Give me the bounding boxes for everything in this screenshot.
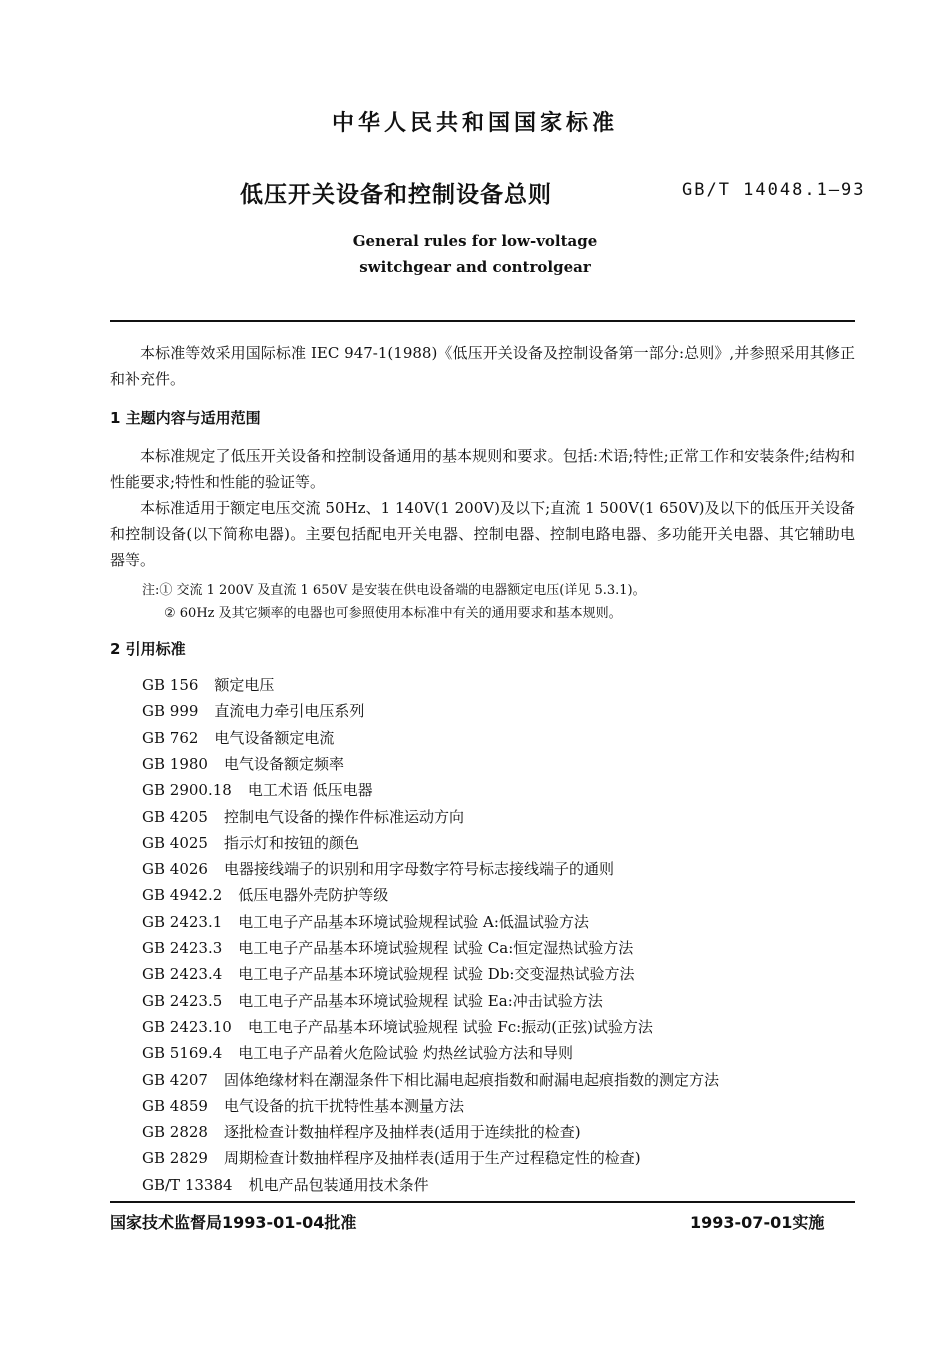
standard-code: GB/T 14048.1—93 [682,180,866,200]
reference-code: GB 4859 [142,1096,208,1115]
reference-code: GB 762 [142,728,199,747]
reference-code: GB 2423.4 [142,965,223,984]
reference-item [142,937,633,958]
document-title: 低压开关设备和控制设备总则 [240,182,552,208]
reference-title: 电工电子产品基本环境试验规程试验 A:低温试验方法 [238,912,589,931]
reference-title: 固体绝缘材料在潮湿条件下相比漏电起痕指数和耐漏电起痕指数的测定方法 [223,1070,719,1089]
reference-item [142,1147,641,1168]
reference-item [142,1095,464,1116]
reference-title: 指示灯和按钮的颜色 [223,833,359,852]
reference-item [142,753,344,774]
reference-code: GB 2423.10 [142,1017,232,1036]
english-title-line-2: switchgear and controlgear [359,258,591,276]
reference-code: GB 2829 [142,1149,208,1168]
reference-item [142,1121,581,1142]
reference-item [142,674,274,695]
reference-title: 电气设备额定频率 [223,754,344,773]
english-title-line-1: General rules for low-voltage [352,232,598,250]
reference-title: 控制电气设备的操作件标准运动方向 [223,807,464,826]
reference-title: 电气设备额定电流 [214,728,335,747]
section-2-heading: 2 引用标准 [110,640,186,658]
reference-code: GB 156 [142,676,199,694]
reference-code: GB 2423.5 [142,991,223,1010]
reference-item [142,1174,429,1195]
reference-item [142,1016,653,1037]
reference-title: 电工电子产品基本环境试验规程 试验 Fc:振动(正弦)试验方法 [247,1017,653,1036]
reference-title: 电工电子产品基本环境试验规程 试验 Ea:冲击试验方法 [238,991,603,1010]
reference-code: GB 4205 [142,807,208,826]
approval-line: 国家技术监督局1993-01-04批准 [110,1213,357,1232]
reference-item [142,1042,573,1063]
reference-title: 直流电力牵引电压系列 [214,702,365,721]
note-2: ② 60Hz 及其它频率的电器也可参照使用本标准中有关的通用要求和基本规则。 [164,606,622,621]
reference-code: GB 2423.1 [142,912,223,931]
reference-code: GB 2828 [142,1123,208,1142]
reference-item [142,963,635,984]
reference-title: 周期检查计数抽样程序及抽样表(适用于生产过程稳定性的检查) [223,1149,641,1168]
reference-code: GB 2900.18 [142,781,232,800]
reference-code: GB 4942.2 [142,886,223,905]
reference-code: GB/T 13384 [142,1175,233,1194]
reference-code: GB 4207 [142,1070,208,1089]
reference-code: GB 1980 [142,754,208,773]
reference-title: 逐批检查计数抽样程序及抽样表(适用于连续批的检查) [223,1123,581,1142]
note-1: 注:① 交流 1 200V 及直流 1 650V 是安装在供电设备端的电器额定电压(详见 5.3.1)。 [142,583,646,598]
reference-item [142,806,464,827]
reference-item [142,990,603,1011]
reference-code: GB 4025 [142,833,208,852]
reference-item [142,700,364,721]
section-1-paragraph-2: 本标准适用于额定电压交流 50Hz、1 140V(1 200V)及以下;直流 1 500V(1 650V)及以下的低压开关设备和控制设备(以下简称电器)。主要包括配电开关电器、控制电器、控制电路电器、多功能开关电器、其它辅助电器等。 [110,499,855,569]
reference-title: 低压电器外壳防护等级 [238,886,389,905]
reference-code: GB 999 [142,702,199,721]
reference-title: 电工术语 低压电器 [247,781,373,800]
reference-code: GB 2423.3 [142,939,223,957]
effective-date: 1993-07-01实施 [690,1213,825,1232]
reference-title: 电工电子产品基本环境试验规程 试验 Ca:恒定湿热试验方法 [238,939,634,957]
reference-item [142,727,334,748]
section-1-heading: 1 主题内容与适用范围 [110,409,261,427]
header-divider [110,320,855,322]
section-1-paragraph-1: 本标准规定了低压开关设备和控制设备通用的基本规则和要求。包括:术语;特性;正常工作和安装条件;结构和性能要求;特性和性能的验证等。 [110,447,855,491]
reference-item [142,832,359,853]
reference-title: 额定电压 [214,676,275,694]
reference-item [142,884,388,905]
footer-divider [110,1201,855,1203]
reference-item [142,779,373,800]
reference-item [142,911,589,932]
reference-title: 电器接线端子的识别和用字母数字符号标志接线端子的通则 [223,860,614,879]
reference-title: 机电产品包装通用技术条件 [248,1175,429,1194]
reference-item [142,858,614,879]
intro-paragraph: 本标准等效采用国际标准 IEC 947-1(1988)《低压开关设备及控制设备第一部分:总则》,并参照采用其修正和补充件。 [110,344,855,388]
reference-code: GB 4026 [142,860,208,879]
reference-title: 电工电子产品着火危险试验 灼热丝试验方法和导则 [238,1044,574,1063]
reference-title: 电气设备的抗干扰特性基本测量方法 [223,1096,464,1115]
national-standard-title: 中华人民共和国国家标准 [331,111,618,136]
reference-code: GB 5169.4 [142,1044,223,1063]
reference-item [142,1069,719,1090]
reference-title: 电工电子产品基本环境试验规程 试验 Db:交变湿热试验方法 [238,965,635,984]
